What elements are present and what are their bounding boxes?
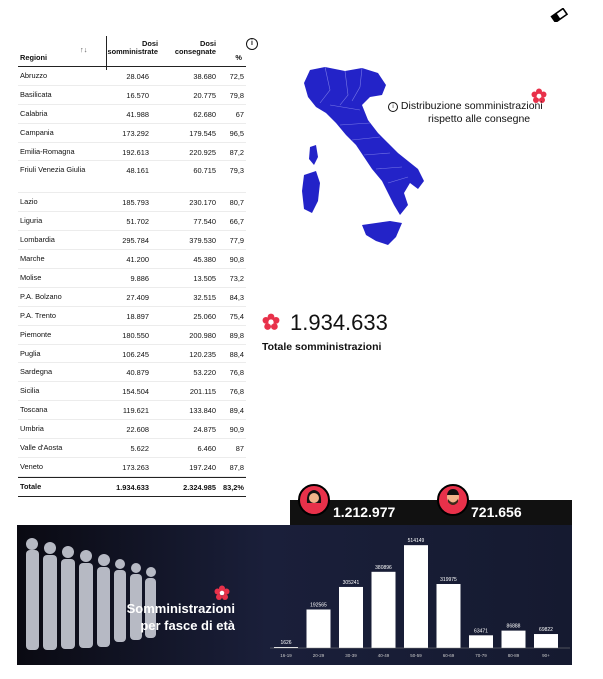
bar-80-89[interactable] [502, 631, 526, 648]
bar-20-29[interactable] [307, 609, 331, 648]
italy-map[interactable] [290, 65, 450, 260]
delivered-cell: 24.875 [193, 425, 216, 435]
category-label: 20-29 [312, 653, 325, 658]
delivered-cell: 60.715 [193, 166, 216, 176]
sort-icon[interactable]: ↑↓ [80, 45, 88, 54]
pct-cell: 75,4 [229, 311, 244, 321]
region-cell: Sardegna [20, 367, 53, 377]
bar-60-69[interactable] [437, 584, 461, 648]
administered-cell: 22.608 [126, 425, 149, 435]
table-row[interactable] [18, 439, 246, 458]
table-row[interactable] [18, 288, 246, 307]
bar-50-59[interactable] [404, 545, 428, 648]
category-label: 50-59 [410, 653, 422, 658]
bar-90+[interactable] [534, 634, 558, 648]
bar-value-label: 63471 [474, 628, 488, 635]
region-cell: Abruzzo [20, 71, 48, 80]
delivered-cell: 179.545 [189, 128, 216, 138]
administered-cell: 154.504 [122, 387, 149, 397]
administered-cell: 51.702 [126, 217, 149, 227]
pct-cell: 80,7 [229, 198, 244, 208]
table-row[interactable] [18, 382, 246, 401]
corsica[interactable] [309, 145, 318, 165]
table-row[interactable] [18, 231, 246, 250]
pct-cell: 89,4 [229, 406, 244, 416]
region-cell: Marche [20, 254, 45, 264]
eraser-icon[interactable] [550, 8, 568, 22]
male-count: 721.656 [471, 504, 522, 520]
administered-cell: 28.046 [126, 72, 149, 81]
category-label: 40-49 [377, 653, 390, 658]
pct-cell: 90,8 [229, 255, 244, 265]
pct-cell: 87 [235, 444, 244, 454]
pct-cell: 87,2 [229, 147, 244, 157]
pct-cell: 77,9 [229, 236, 244, 246]
administered-cell: 180.550 [122, 330, 149, 340]
header-consegnate[interactable]: Dosi consegnate [174, 39, 216, 56]
age-section-title-line2: per fasce di età [140, 618, 235, 633]
pct-cell: 79,3 [229, 166, 244, 176]
administered-cell: 295.784 [122, 236, 149, 246]
flower-icon [262, 313, 280, 331]
region-cell: Calabria [20, 108, 48, 118]
sardinia[interactable] [302, 171, 320, 213]
age-section-title [112, 600, 235, 634]
delivered-cell: 32.515 [193, 292, 216, 302]
region-cell: Valle d'Aosta [20, 443, 63, 453]
category-label: 80-89 [507, 653, 520, 658]
table-row[interactable] [18, 67, 246, 86]
pct-cell: 76,8 [229, 387, 244, 397]
category-label: 90+ [542, 653, 550, 658]
delivered-cell: 53.220 [193, 368, 216, 378]
sicily[interactable] [362, 221, 402, 245]
pct-cell: 79,8 [229, 90, 244, 100]
table-row[interactable] [18, 307, 246, 326]
bar-value-label: 69822 [539, 627, 553, 634]
administered-cell: 173.263 [122, 462, 149, 472]
total-pct: 83,2% [223, 482, 244, 492]
pct-cell: 73,2 [229, 274, 244, 284]
pct-cell: 88,4 [229, 349, 244, 359]
italy-mainland[interactable] [304, 67, 424, 215]
delivered-cell: 230.170 [189, 198, 216, 208]
table-row[interactable] [18, 143, 246, 162]
delivered-cell: 13.505 [193, 274, 216, 284]
delivered-cell: 379.530 [189, 236, 216, 246]
region-cell: Veneto [20, 461, 44, 471]
bar-value-label: 86888 [506, 623, 521, 630]
delivered-cell: 25.060 [193, 311, 216, 321]
region-cell: Emilia-Romagna [20, 146, 75, 156]
table-total-row [18, 477, 246, 497]
table-row[interactable] [18, 401, 246, 420]
administered-cell: 16.570 [126, 90, 149, 100]
pct-cell: 67 [235, 109, 244, 119]
administered-cell: 173.292 [122, 128, 149, 138]
bar-30-39[interactable] [339, 587, 363, 648]
table-row[interactable] [18, 326, 246, 345]
bar-value-label: 514149 [407, 538, 425, 545]
table-row[interactable] [18, 269, 246, 288]
table-row[interactable] [18, 345, 246, 364]
category-label: 16-19 [280, 653, 292, 658]
map-info-line2: rispetto alle consegne [428, 113, 531, 125]
delivered-cell: 200.980 [189, 330, 216, 340]
category-label: 30-39 [345, 653, 357, 658]
table-row[interactable] [18, 161, 246, 193]
bar-40-49[interactable] [372, 572, 396, 648]
crowd-illustration [20, 530, 170, 662]
delivered-cell: 197.240 [189, 462, 216, 472]
header-percent[interactable]: % [235, 53, 242, 62]
pct-cell: 96,5 [229, 128, 244, 138]
table-row[interactable] [18, 420, 246, 439]
administered-cell: 48.161 [126, 166, 149, 176]
age-bar-chart [270, 525, 570, 665]
table-row[interactable] [18, 193, 246, 212]
table-row[interactable] [18, 458, 246, 477]
delivered-cell: 20.775 [193, 90, 216, 100]
header-somministrate[interactable]: Dosi somministrate [107, 39, 158, 56]
age-section-title-line1: Somministrazioni [126, 601, 235, 616]
delivered-cell: 62.680 [193, 109, 216, 119]
delivered-cell: 220.925 [189, 147, 216, 157]
flower-icon [214, 585, 230, 601]
delivered-cell: 201.115 [189, 387, 216, 397]
bar-value-label: 380896 [375, 564, 392, 571]
delivered-cell: 133.840 [189, 406, 216, 416]
table-body [18, 67, 246, 477]
region-cell: Basilicata [20, 89, 52, 99]
administered-cell: 18.897 [126, 311, 149, 321]
delivered-cell: 77.540 [193, 217, 216, 227]
administered-cell: 40.879 [126, 368, 149, 378]
administered-cell: 106.245 [122, 349, 149, 359]
info-icon[interactable]: i [246, 38, 258, 50]
pct-cell: 66,7 [229, 217, 244, 227]
administered-cell: 192.613 [122, 147, 149, 157]
delivered-cell: 120.235 [189, 349, 216, 359]
region-cell: Campania [20, 127, 54, 137]
female-count: 1.212.977 [333, 504, 396, 520]
map-info-line1: Distribuzione somministrazioni [400, 100, 543, 112]
total-administrations-label: Totale somministrazioni [262, 341, 382, 353]
table-row[interactable] [18, 363, 246, 382]
region-cell: P.A. Bolzano [20, 291, 62, 301]
region-cell: Lombardia [20, 235, 55, 245]
table-row[interactable] [18, 212, 246, 231]
table-row[interactable] [18, 250, 246, 269]
total-administrations-value: 1.934.633 [290, 310, 388, 335]
table-row[interactable] [18, 86, 246, 105]
pct-cell: 84,3 [229, 292, 244, 302]
regions-table [18, 40, 246, 497]
total-administered: 1.934.633 [116, 482, 149, 492]
pct-cell: 72,5 [229, 72, 244, 81]
pct-cell: 90,9 [229, 425, 244, 435]
administered-cell: 119.621 [122, 406, 149, 416]
bar-value-label: 319975 [440, 577, 457, 584]
region-cell: Liguria [20, 216, 43, 226]
region-cell: Umbria [20, 424, 44, 434]
region-cell: Piemonte [20, 329, 52, 339]
delivered-cell: 6.460 [197, 444, 216, 454]
delivered-cell: 38.680 [193, 72, 216, 81]
female-avatar-icon [298, 484, 330, 516]
total-delivered: 2.324.985 [183, 482, 216, 492]
male-avatar-icon [437, 484, 469, 516]
map-info [388, 100, 563, 126]
category-label: 60-69 [442, 653, 455, 658]
region-cell: Puglia [20, 348, 41, 358]
table-row[interactable] [18, 105, 246, 124]
region-cell: Lazio [20, 197, 38, 207]
administered-cell: 5.622 [130, 444, 149, 454]
administered-cell: 41.988 [126, 109, 149, 119]
administered-cell: 27.409 [126, 292, 149, 302]
region-cell: P.A. Trento [20, 310, 57, 320]
delivered-cell: 45.380 [193, 255, 216, 265]
table-row[interactable] [18, 124, 246, 143]
info-icon[interactable]: i [388, 102, 398, 112]
administered-cell: 41.200 [126, 255, 149, 265]
region-cell: Sicilia [20, 386, 40, 396]
bar-value-label: 192565 [310, 602, 327, 609]
table-header [18, 40, 246, 67]
administered-cell: 9.886 [130, 274, 149, 284]
region-cell: Friuli Venezia Giulia [20, 165, 86, 175]
bar-70-79[interactable] [469, 635, 493, 648]
total-label: Totale [20, 481, 42, 491]
region-cell: Molise [20, 273, 42, 283]
pct-cell: 76,8 [229, 368, 244, 378]
region-cell: Toscana [20, 405, 48, 415]
bar-value-label: 1626 [280, 640, 292, 646]
pct-cell: 89,8 [229, 330, 244, 340]
pct-cell: 87,8 [229, 462, 244, 472]
bar-value-label: 305241 [342, 579, 360, 586]
administered-cell: 185.793 [122, 198, 149, 208]
category-label: 70-79 [475, 653, 487, 658]
header-regioni[interactable]: Regioni [20, 53, 48, 62]
